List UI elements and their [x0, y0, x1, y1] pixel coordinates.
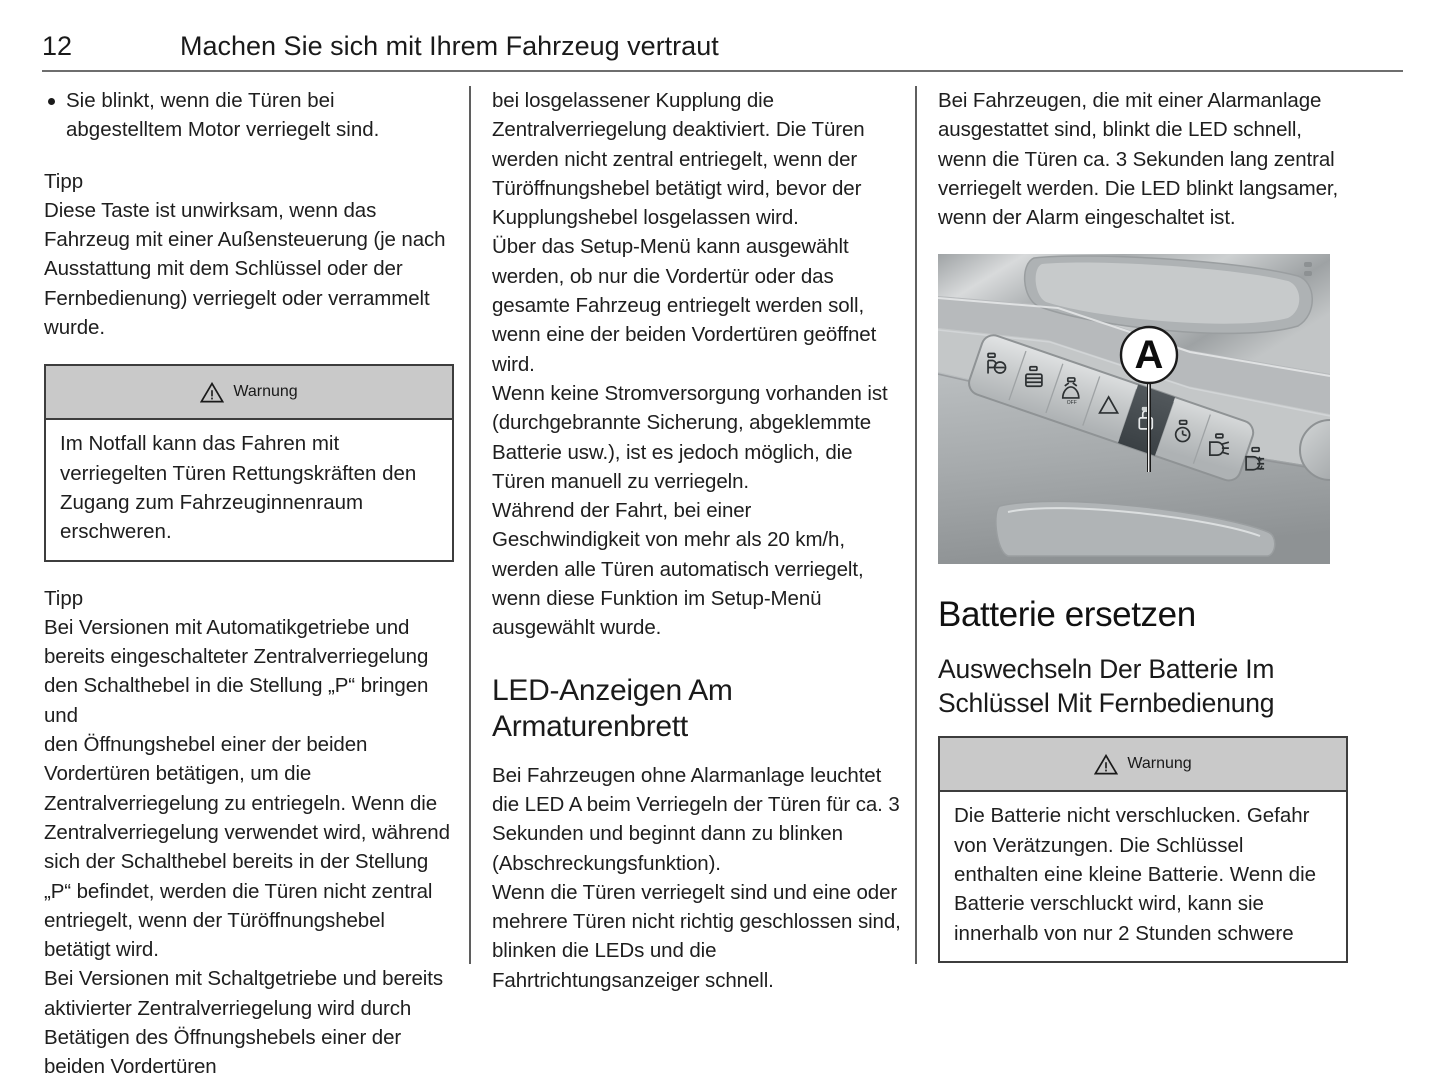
section-heading-led: LED-Anzeigen Am Armaturenbrett	[492, 673, 733, 743]
warning-box-title: Warnung	[233, 383, 298, 401]
paragraph-5: Bei Fahrzeugen ohne Alarmanlage leuchtet die LED A beim Verriegeln der Türen für ca. 3 Sekunden und beginnt dann zu blinken (Abschreckungsfunktion).	[492, 763, 900, 875]
page-header	[42, 30, 1403, 72]
warning-triangle-icon	[1094, 754, 1118, 775]
page-title: Machen Sie sich mit Ihrem Fahrzeug vertraut	[180, 31, 719, 61]
paragraph-6: Wenn die Türen verriegelt sind und eine oder mehrere Türen nicht richtig geschlossen sind, blinken die LEDs und die Fahrtrichtungsanzeiger schnell.	[492, 880, 901, 992]
tipp-label: Tipp	[44, 169, 84, 193]
tipp-paragraph-4: Bei Versionen mit Schaltgetriebe und bereits aktivierter Zentralverriegelung wird durch Betätigen des Öffnungshebels einer der beiden Vordertüren	[44, 967, 444, 1079]
warning-box-header	[940, 738, 1346, 792]
svg-text:OFF: OFF	[1066, 400, 1077, 407]
paragraph-3: Wenn keine Stromversorgung vorhanden ist (durchgebrannte Sicherung, abgeklemmte Batterie usw.), ist es jedoch möglich, die Türen manuell zu verriegeln.	[492, 381, 888, 493]
page-number: 12	[42, 31, 73, 61]
column-1	[44, 86, 454, 1082]
warning-triangle-icon	[200, 382, 224, 403]
paragraph-4: Während der Fahrt, bei einer Geschwindigkeit von mehr als 20 km/h, werden alle Türen automatisch verriegelt, wenn diese Funktion im Setup-Menü ausgewählt wurde.	[492, 499, 864, 640]
warning-box-body: Im Notfall kann das Fahren mit verriegelten Türen Rettungskräften den Zugang zum Fahrzeuginnenraum erschweren.	[60, 432, 417, 544]
header-divider	[42, 70, 1403, 72]
paragraph-1: bei losgelassener Kupplung die Zentralverriegelung deaktiviert. Die Türen werden nicht zentral entriegelt, wenn der Türöffnungshebel betätigt wird, bevor der Kupplungshebel losgelassen wird.	[492, 89, 865, 230]
tipp-label-2: Tipp	[44, 586, 84, 610]
paragraph-1: Bei Fahrzeugen, die mit einer Alarmanlage ausgestattet sind, blinkt die LED schnell, wenn die Türen ca. 3 Sekunden lang zentral verriegelt werden. Die LED blinkt langsamer, wenn der Alarm eingeschaltet ist.	[938, 89, 1339, 230]
subsection-heading-key-battery: Auswechseln Der Batterie Im Schlüssel Mit Fernbedienung	[938, 654, 1275, 719]
svg-text:A: A	[1134, 333, 1164, 378]
tipp-paragraph: Diese Taste ist unwirksam, wenn das Fahrzeug mit einer Außensteuerung (je nach Ausstattung mit dem Schlüssel oder der Fernbedienung) verriegelt oder verrammelt wurde.	[44, 198, 446, 340]
warning-box-header	[46, 366, 452, 420]
three-column-body	[0, 86, 1445, 1079]
warning-box-battery	[938, 736, 1348, 962]
tipp-paragraph-3: den Öffnungshebel einer der beiden Vordertüren betätigen, um die Zentralverriegelung zu entriegeln. Wenn die Zentralverriegelung verwendet wird, während sich der Schalthebel bereits in der Stellung „P“ befindet, werden die Türen nicht zentral entriegelt, wenn der Türöffnungshebel betätigt wird.	[44, 733, 450, 962]
tipp-paragraph-2: Bei Versionen mit Automatikgetriebe und bereits eingeschalteter Zentralverriegelung den Schalthebel in die Stellung „P“ bringen und	[44, 615, 429, 727]
warning-box	[44, 364, 454, 561]
warning-box-title: Warnung	[1127, 755, 1192, 773]
warning-box-body: Die Batterie nicht verschlucken. Gefahr von Verätzungen. Die Schlüssel enthalten eine kleine Batterie. Wenn die Batterie verschluckt wird, kann sie innerhalb von nur 2 Stunden schwere	[954, 804, 1317, 945]
column-divider-2	[915, 86, 917, 964]
figure-artwork	[938, 254, 1330, 564]
paragraph-2: Über das Setup-Menü kann ausgewählt werden, ob nur die Vordertür oder das gesamte Fahrzeug entriegelt werden soll, wenn eine der beiden Vordertüren geöffnet wird.	[492, 235, 877, 376]
column-divider-1	[469, 86, 471, 964]
section-heading-battery: Batterie ersetzen	[938, 595, 1196, 635]
list-item: Sie blinkt, wenn die Türen bei abgestelltem Motor verriegelt sind.	[44, 86, 454, 145]
column-3	[938, 86, 1348, 963]
column-2	[492, 86, 902, 995]
bullet-list	[44, 86, 454, 145]
dashboard-button-panel-photo	[938, 254, 1330, 564]
